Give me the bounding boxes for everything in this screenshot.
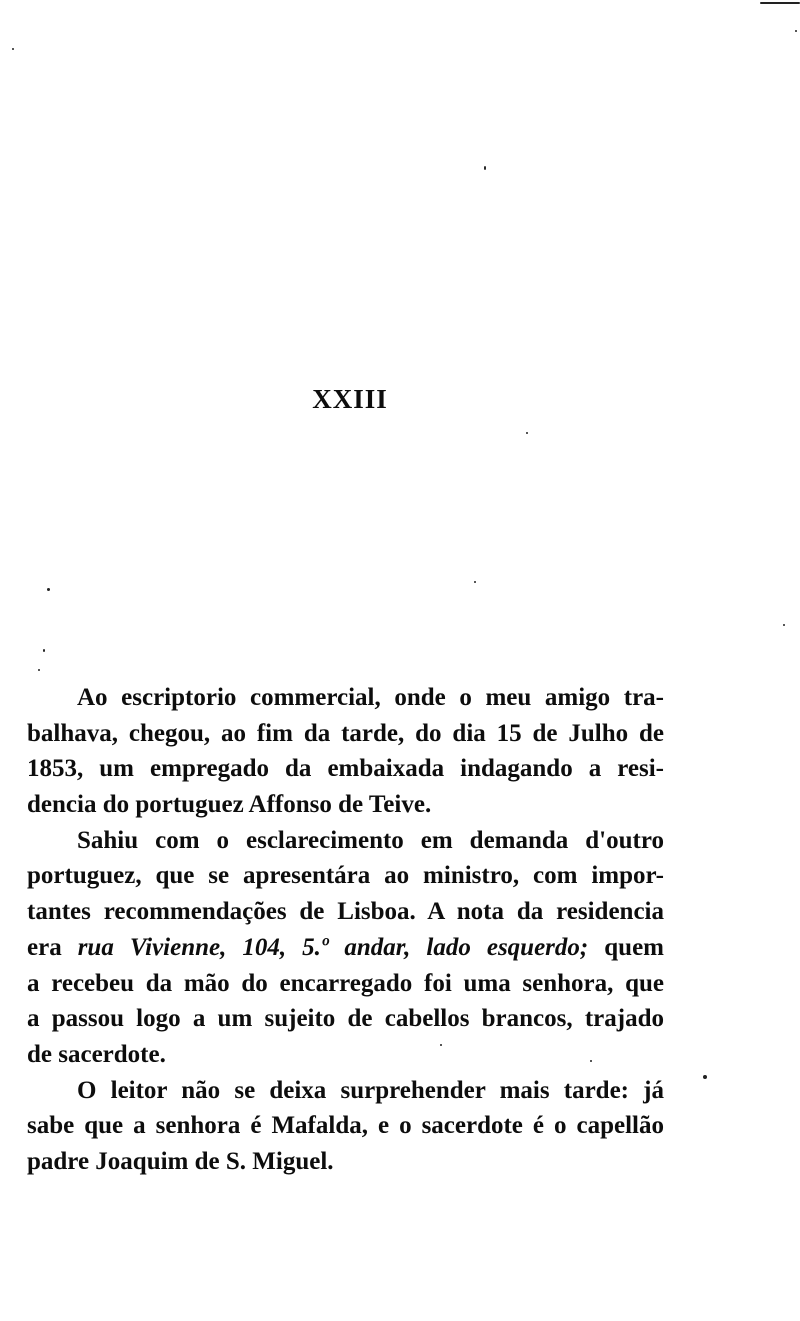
text-line: portuguez, que se apresentára ao ministro, com impor-	[27, 862, 664, 890]
scan-speck	[760, 2, 800, 4]
text-line: balhava, chegou, ao fim da tarde, do dia 15 de Julho de	[27, 719, 664, 747]
text-segment: era	[27, 933, 78, 961]
scan-speck	[526, 432, 528, 434]
text-line: sabe que a senhora é Mafalda, e o sacerdote é o capellão	[27, 1112, 664, 1140]
scan-speck	[590, 1060, 592, 1062]
text-line: 1853, um empregado da embaixada indagando a resi-	[27, 755, 664, 783]
scan-speck	[440, 1044, 442, 1046]
scan-speck	[484, 166, 486, 170]
paragraph-3	[27, 1073, 664, 1180]
text-line: Sahiu com o esclarecimento em demanda d'outro	[77, 826, 664, 854]
scan-speck	[703, 1075, 707, 1079]
text-line: O leitor não se deixa surprehender mais tarde: já	[77, 1076, 664, 1104]
text-line: tantes recommendações de Lisboa. A nota da residencia	[27, 898, 664, 926]
text-line: a recebeu da mão do encarregado foi uma senhora, que	[27, 969, 664, 997]
text-line: padre Joaquim de S. Miguel.	[27, 1147, 334, 1175]
scan-speck	[795, 30, 797, 32]
scan-speck	[38, 669, 40, 671]
text-line: Ao escriptorio commercial, onde o meu amigo tra-	[77, 684, 664, 711]
text-line: dencia do portuguez Affonso de Teive.	[27, 791, 432, 819]
text-segment: quem	[588, 933, 664, 961]
scan-speck	[47, 588, 50, 591]
scan-speck	[43, 649, 45, 652]
chapter-body	[27, 680, 664, 1180]
scan-speck	[783, 624, 785, 626]
text-line	[27, 930, 664, 966]
chapter-number: XXIII	[312, 384, 388, 414]
text-line: a passou logo a um sujeito de cabellos brancos, trajado	[27, 1005, 664, 1033]
paragraph-2	[27, 823, 664, 1073]
scan-speck	[12, 48, 14, 50]
italic-address: rua Vivienne, 104, 5.º andar, lado esquerdo;	[77, 933, 589, 961]
paragraph-1	[27, 680, 664, 823]
text-line: de sacerdote.	[27, 1040, 166, 1068]
scan-speck	[474, 581, 476, 583]
